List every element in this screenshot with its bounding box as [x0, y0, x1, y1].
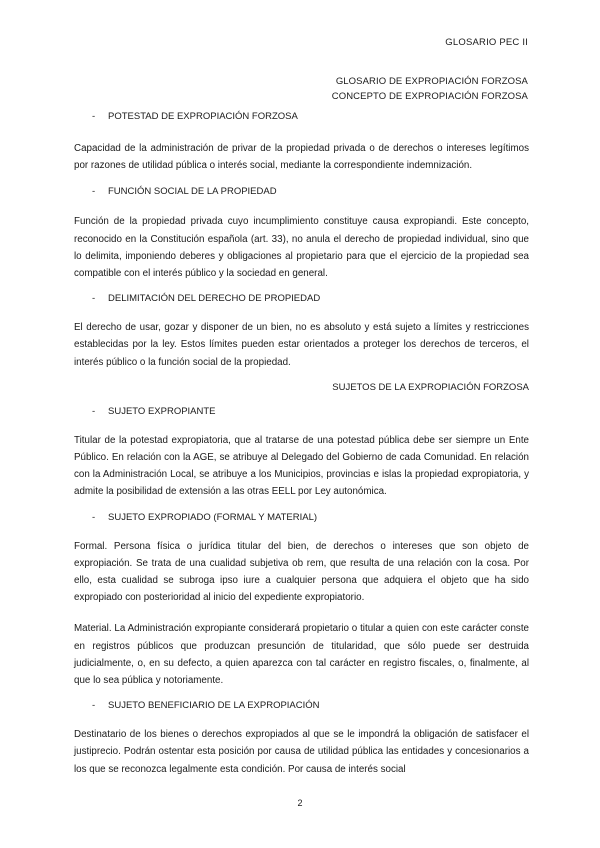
bullet-dash: -: [92, 405, 96, 417]
paragraph-potestad: Capacidad de la administración de privar de la propiedad privada o de derechos o intereses legítimos por razones de utilidad pública o interés social, mediante la correspondiente indemnización.: [74, 143, 529, 172]
section-heading-beneficiario: [74, 699, 529, 713]
paragraph-beneficiario: Destinatario de los bienes o derechos expropiados al que se le impondrá la obligación de satisfacer el justiprecio. Podrán ostentar esta posición por causa de utilidad pública las entidades y concesionarios a los que se reconozca legalmente esta condición. Por causa de interés social: [74, 729, 529, 775]
bullet-dash: -: [92, 700, 96, 712]
document-subtitle: CONCEPTO DE EXPROPIACIÓN FORZOSA: [331, 91, 528, 102]
document-body: [74, 110, 529, 778]
page-number: 2: [297, 798, 303, 808]
section-heading-funcion-social: [74, 185, 529, 199]
section-title-sujetos: SUJETOS DE LA EXPROPIACIÓN FORZOSA: [332, 381, 529, 393]
paragraph-expropiado-formal: Formal. Persona física o jurídica titular del bien, de derechos o intereses que son objeto de expropiación. Se trata de una cualidad subjetiva ob rem, que resulta de una relación con la cosa. Por ello, esta cualidad se subroga ipso iure a cualquier persona que adquiera el objeto que ha sido expropiado con posterioridad al inicio del expediente expropiatorio.: [74, 540, 529, 604]
section-heading-delimitacion: [74, 292, 529, 306]
running-header: GLOSARIO PEC II: [445, 37, 528, 48]
paragraph-funcion-social: Función de la propiedad privada cuyo incumplimiento constituye causa expropiandi. Este concepto, reconocido en la Constitución española (art. 33), no anula el derecho de propiedad individual, sino que lo delimita, imponiendo deberes y obligaciones al propietario para que el ejercicio de la propiedad sea compatible con el interés público y la sociedad en general.: [74, 216, 529, 280]
bullet-dash: -: [92, 186, 96, 198]
paragraph-expropiante: Titular de la potestad expropiatoria, que al tratarse de una potestad pública debe ser siempre un Ente Público. En relación con la AGE, se atribuye al Delegado del Gobierno de cada Comunidad. En relación con la Administración Local, se atribuye a los Municipios, provincias e islas la propiedad expropiatoria, y admite la posibilidad de extensión a las otras EELL por Ley autonómica.: [74, 434, 529, 498]
section-heading-text: SUJETO EXPROPIADO (FORMAL Y MATERIAL): [108, 511, 318, 523]
bullet-dash: -: [92, 111, 96, 122]
section-heading-text: FUNCIÓN SOCIAL DE LA PROPIEDAD: [108, 186, 277, 198]
section-heading-text: DELIMITACIÓN DEL DERECHO DE PROPIEDAD: [108, 293, 321, 305]
bullet-dash: -: [92, 293, 96, 305]
paragraph-delimitacion: El derecho de usar, gozar y disponer de un bien, no es absoluto y está sujeto a límites y restricciones establecidas por la ley. Estos límites pueden estar orientados a proteger los derechos de terceros, el interés público o la función social de la propiedad.: [74, 322, 529, 368]
section-heading-text: SUJETO BENEFICIARIO DE LA EXPROPIACIÓN: [108, 700, 320, 712]
paragraph-expropiado-material: Material. La Administración expropiante considerará propietario o titular a quien con este carácter conste en registros públicos que produzcan presunción de titularidad, que sólo puede ser destruida judicialmente, o, en su defecto, a quien aparezca con tal carácter en registro fiscales, o, finalmente, al que lo sea pública y notoriamente.: [74, 623, 529, 687]
document-title-block: [332, 74, 528, 104]
bullet-dash: -: [92, 511, 96, 523]
section-heading-potestad: [74, 110, 529, 124]
section-heading-expropiado: [74, 511, 529, 525]
section-heading-text: POTESTAD DE EXPROPIACIÓN FORZOSA: [108, 111, 298, 122]
document-title: GLOSARIO DE EXPROPIACIÓN FORZOSA: [335, 76, 528, 87]
section-heading-expropiante: [74, 405, 529, 419]
section-heading-text: SUJETO EXPROPIANTE: [108, 405, 216, 417]
